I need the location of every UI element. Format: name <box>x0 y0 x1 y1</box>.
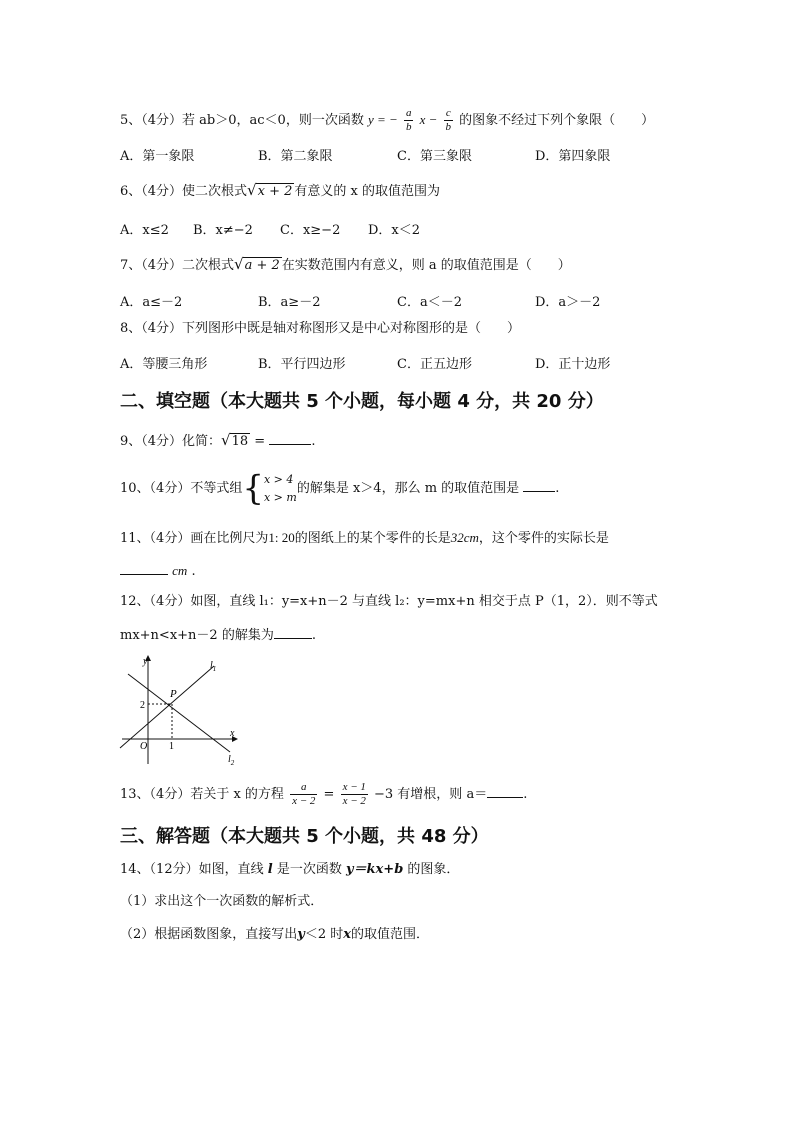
question-11-line-2 <box>120 562 196 580</box>
q13-end: . <box>523 787 528 802</box>
q13-fraction-1 <box>290 781 317 808</box>
q7-option-c[interactable]: C．a＜－2 <box>397 295 462 310</box>
q13-f1-den: x − 2 <box>292 795 316 807</box>
q7-option-b[interactable]: B．a≥－2 <box>258 295 321 310</box>
q12-text-2: mx+n<x+n－2 的解集为 <box>120 628 274 643</box>
q13-suffix: −3 有增根，则 a＝ <box>374 787 488 802</box>
q12-end: . <box>311 628 316 643</box>
q12-text: 12、（4分）如图，直线 l₁：y=x+n－2 与直线 l₂：y=mx+n 相交于点 P（1，2）．则不等式 <box>120 594 658 609</box>
q5-x-minus: x − <box>419 112 438 127</box>
q14-sub2-x: x <box>343 927 352 942</box>
radical-sign-icon: √ <box>221 431 231 449</box>
q11-unit: cm <box>172 563 188 578</box>
q11-text-b: 的图纸上的某个零件的长是 <box>294 531 451 546</box>
q13-equals: = <box>323 787 335 802</box>
q6-option-d[interactable]: D．x＜2 <box>368 223 421 238</box>
q11-text-c: ，这个零件的实际长是 <box>478 531 609 546</box>
q6-prefix: 6、（4分）使二次根式 <box>120 184 248 199</box>
q9-end: . <box>311 434 316 449</box>
section-3-heading: 三、解答题（本大题共 5 个小题，共 48 分） <box>120 826 489 847</box>
q14-sub2-text-b: ＜2 时 <box>304 927 344 942</box>
q7-radicand: a + 2 <box>244 258 280 273</box>
q5-prefix: 5、（4分）若 ab＞0，ac＜0，则一次函数 <box>120 113 364 128</box>
q5-fraction-a-b <box>404 107 414 134</box>
q5-option-c[interactable]: C．第三象限 <box>397 149 472 164</box>
l1-subscript: 1 <box>212 665 217 673</box>
q14-sub2-text-c: 的取值范围． <box>351 927 430 942</box>
question-9 <box>120 432 315 450</box>
point-p-label: P <box>170 688 177 700</box>
l2-subscript: 2 <box>230 759 235 767</box>
l1-letter: l <box>210 660 213 671</box>
q7-prefix: 7、（4分）二次根式 <box>120 258 235 273</box>
q11-text-a: 11、（4分）画在比例尺为 <box>120 531 269 546</box>
q5-frac-c-num: c <box>445 107 451 119</box>
q11-end: . <box>191 564 196 579</box>
q10-suffix: 的解集是 x＞4，那么 m 的取值范围是 <box>296 481 520 496</box>
q5-fraction-c-b <box>444 107 454 134</box>
brace-icon: { <box>242 468 264 509</box>
q8-option-c[interactable]: C．正五边形 <box>397 357 472 372</box>
q13-f2-num: x − 1 <box>342 781 366 793</box>
question-12-line-2 <box>120 626 316 644</box>
q7-option-a[interactable]: A．a≤－2 <box>120 295 183 310</box>
q10-end: . <box>555 481 560 496</box>
l1-label <box>210 660 216 673</box>
x-tick-label-1: 1 <box>169 741 174 752</box>
y-tick-label-2: 2 <box>140 700 145 711</box>
q9-prefix: 9、（4分）化简： <box>120 434 222 449</box>
q14-function: y＝kx+b <box>345 862 404 877</box>
question-8 <box>120 321 520 337</box>
q10-inequality-2: x > m <box>263 490 297 504</box>
q11-ratio: 1: 20 <box>268 530 295 545</box>
q12-graph <box>118 652 248 768</box>
q7-option-d[interactable]: D．a＞－2 <box>535 295 601 310</box>
q13-prefix: 13、（4分）若关于 x 的方程 <box>120 787 284 802</box>
q10-prefix: 10、（4分）不等式组 <box>120 481 243 496</box>
q13-f1-num: a <box>300 781 307 793</box>
q7-suffix: 在实数范围内有意义，则 a 的取值范围是（ ） <box>281 258 571 273</box>
question-11 <box>120 530 609 547</box>
q11-length: 32cm <box>450 530 479 545</box>
question-10 <box>120 467 559 511</box>
q8-option-a[interactable]: A．等腰三角形 <box>120 357 208 372</box>
q8-text: 8、（4分）下列图形中既是轴对称图形又是中心对称图形的是（ ） <box>120 321 521 336</box>
q5-frac-c-den: b <box>445 121 452 133</box>
question-14 <box>120 862 459 878</box>
x-axis-label: x <box>230 728 235 739</box>
l2-letter: l <box>228 754 231 765</box>
q9-radicand: 18 <box>231 434 249 449</box>
radical-sign-icon: √ <box>247 181 257 199</box>
question-14-part-1 <box>120 894 323 910</box>
q14-sub2-text-a: （2）根据函数图象，直接写出 <box>120 927 298 942</box>
q8-option-d[interactable]: D．正十边形 <box>535 357 611 372</box>
question-6 <box>120 182 440 200</box>
q12-answer-blank[interactable] <box>274 626 312 639</box>
q5-option-b[interactable]: B．第二象限 <box>258 149 333 164</box>
q14-suffix: 的图象． <box>407 862 460 877</box>
origin-label: O <box>140 741 148 752</box>
q8-option-b[interactable]: B．平行四边形 <box>258 357 346 372</box>
q9-answer-blank[interactable] <box>269 432 311 445</box>
q6-option-b[interactable]: B．x≠−2 <box>193 223 253 238</box>
l2-label <box>228 754 235 767</box>
q14-sub2-y: y <box>297 927 305 942</box>
q6-option-c[interactable]: C．x≥−2 <box>280 223 341 238</box>
q11-answer-blank[interactable] <box>120 562 168 575</box>
q14-prefix: 14、（12分）如图，直线 <box>120 862 264 877</box>
question-5 <box>120 107 654 134</box>
q6-radicand: x + 2 <box>257 184 293 199</box>
q10-inequality-system <box>264 471 297 507</box>
q14-line-l: l <box>267 862 273 877</box>
q9-equals: = <box>254 434 266 449</box>
q5-option-d[interactable]: D．第四象限 <box>535 149 611 164</box>
q14-mid: 是一次函数 <box>276 862 342 877</box>
q14-sub1: （1）求出这个一次函数的解析式． <box>120 894 324 909</box>
q10-inequality-1: x > 4 <box>263 472 294 486</box>
q5-option-a[interactable]: A．第一象限 <box>120 149 195 164</box>
question-12 <box>120 594 658 610</box>
q5-suffix: 的图象不经过下列个象限（ ） <box>459 113 655 128</box>
q13-answer-blank[interactable] <box>487 785 523 798</box>
radical-sign-icon: √ <box>234 255 244 273</box>
q6-suffix: 有意义的 x 的取值范围为 <box>294 184 440 199</box>
question-14-part-2 <box>120 927 429 943</box>
section-2-heading: 二、填空题（本大题共 5 个小题，每小题 4 分，共 20 分） <box>120 391 604 412</box>
q5-frac-a-den: b <box>405 121 412 133</box>
q5-y-eq: y = − <box>367 112 398 127</box>
q10-answer-blank[interactable] <box>523 479 555 492</box>
question-7 <box>120 256 571 274</box>
y-axis-label: y <box>143 656 148 667</box>
q13-fraction-2 <box>341 781 368 808</box>
q13-f2-den: x − 2 <box>342 795 366 807</box>
q5-frac-a-num: a <box>405 107 412 119</box>
q6-option-a[interactable]: A．x≤2 <box>120 223 169 238</box>
question-13 <box>120 780 527 810</box>
